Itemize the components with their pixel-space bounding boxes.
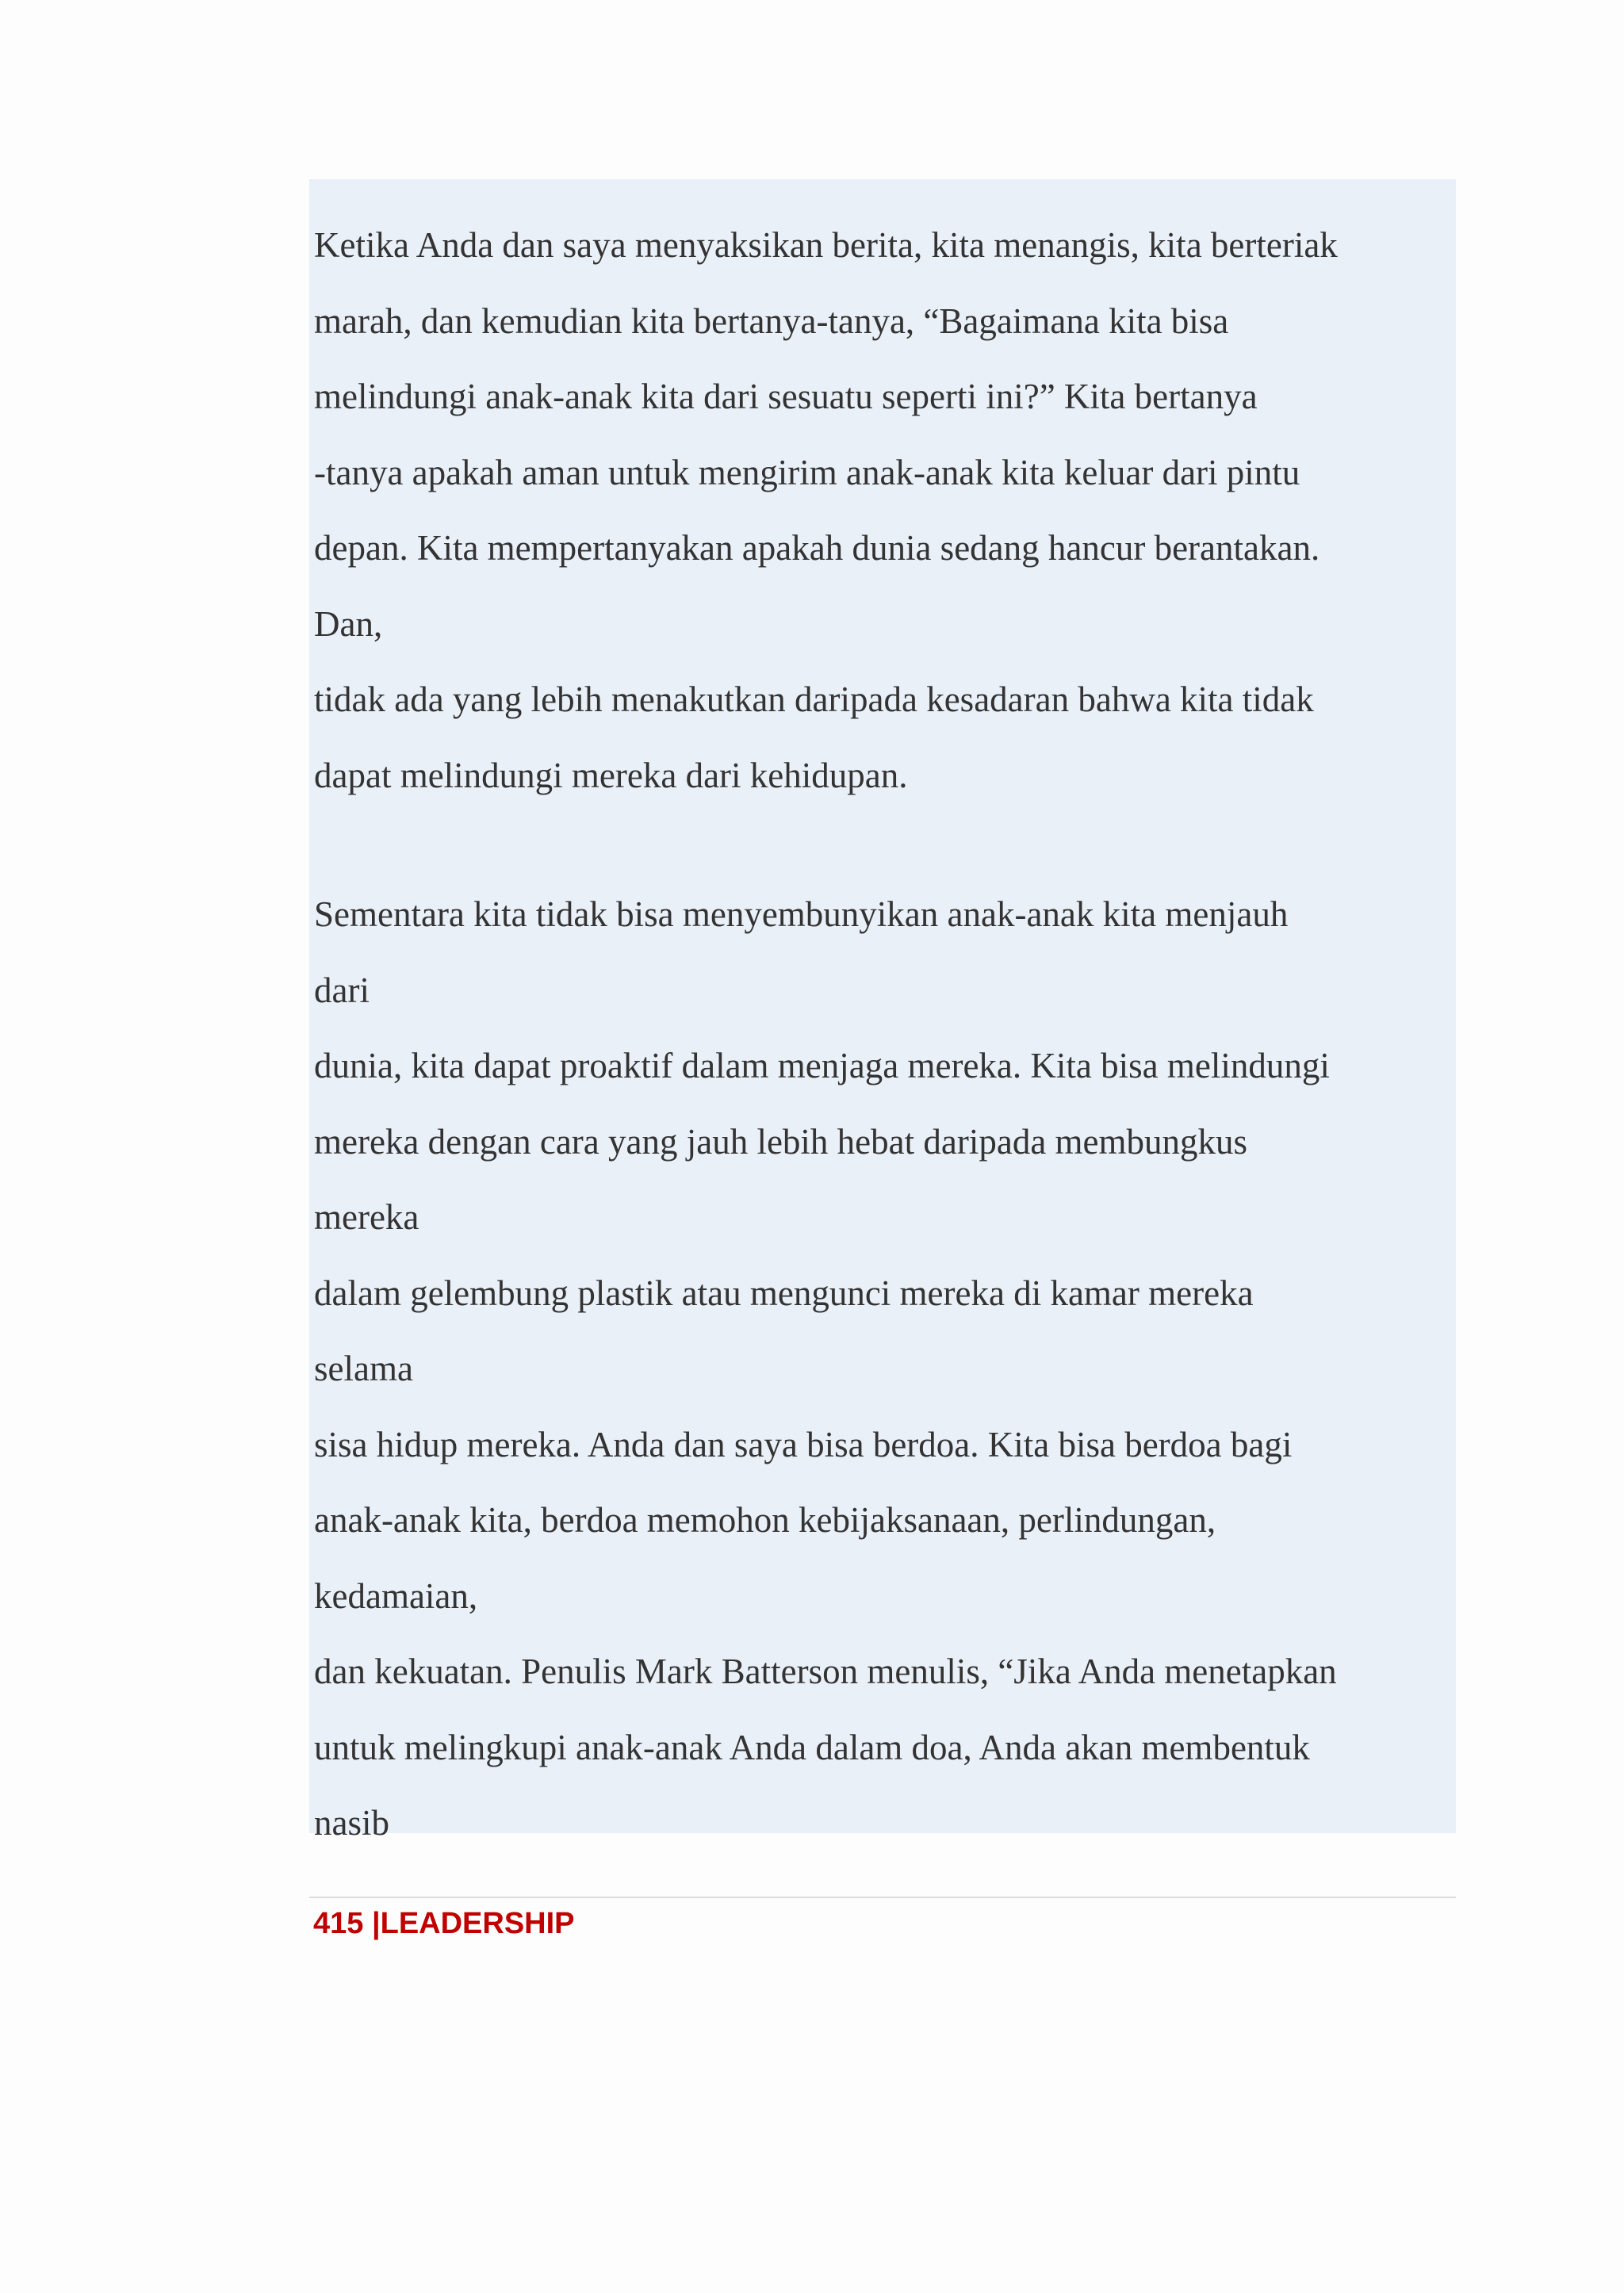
text-panel <box>309 179 1456 1843</box>
text-line: dapat melindungi mereka dari kehidupan. <box>314 755 908 795</box>
text-line: dunia, kita dapat proaktif dalam menjaga mereka. Kita bisa melindungi <box>314 1046 1330 1085</box>
text-line: depan. Kita mempertanyakan apakah dunia sedang hancur berantakan. <box>314 528 1320 568</box>
paragraph-gap <box>314 813 1456 877</box>
text-line: dan kekuatan. Penulis Mark Batterson menulis, “Jika Anda menetapkan <box>314 1652 1337 1691</box>
footer-separator: | <box>371 1907 381 1940</box>
text-line: dalam gelembung plastik atau mengunci mereka di kamar mereka <box>314 1273 1254 1313</box>
text-line: -tanya apakah aman untuk mengirim anak-anak kita keluar dari pintu <box>314 452 1300 492</box>
text-line: tidak ada yang lebih menakutkan daripada kesadaran bahwa kita tidak <box>314 679 1314 719</box>
text-line: selama <box>314 1349 413 1388</box>
text-line: untuk melingkupi anak-anak Anda dalam doa, Anda akan membentuk <box>314 1727 1310 1767</box>
text-line: Sementara kita tidak bisa menyembunyikan anak-anak kita menjauh <box>314 894 1289 934</box>
text-line: Ketika Anda dan saya menyaksikan berita, kita menangis, kita berteriak <box>314 225 1338 265</box>
text-line: anak-anak kita, berdoa memohon kebijaksanaan, perlindungan, <box>314 1500 1216 1540</box>
paragraph-1 <box>314 208 1456 813</box>
page-footer <box>313 1903 575 1944</box>
text-line: nasib <box>314 1803 389 1843</box>
text-line: mereka <box>314 1197 419 1237</box>
text-line: marah, dan kemudian kita bertanya-tanya, “Bagaimana kita bisa <box>314 301 1229 341</box>
footer-divider <box>309 1897 1456 1898</box>
paragraph-2 <box>314 877 1456 1862</box>
text-line: sisa hidup mereka. Anda dan saya bisa berdoa. Kita bisa berdoa bagi <box>314 1424 1293 1464</box>
page-number: 415 <box>313 1907 364 1940</box>
text-line: mereka dengan cara yang jauh lebih hebat daripada membungkus <box>314 1121 1248 1162</box>
text-line: melindungi anak-anak kita dari sesuatu seperti ini?” Kita bertanya <box>314 377 1258 416</box>
footer-section-title: LEADERSHIP <box>380 1907 575 1940</box>
text-line: Dan, <box>314 603 383 644</box>
text-line: dari <box>314 970 370 1010</box>
text-line: kedamaian, <box>314 1575 478 1616</box>
